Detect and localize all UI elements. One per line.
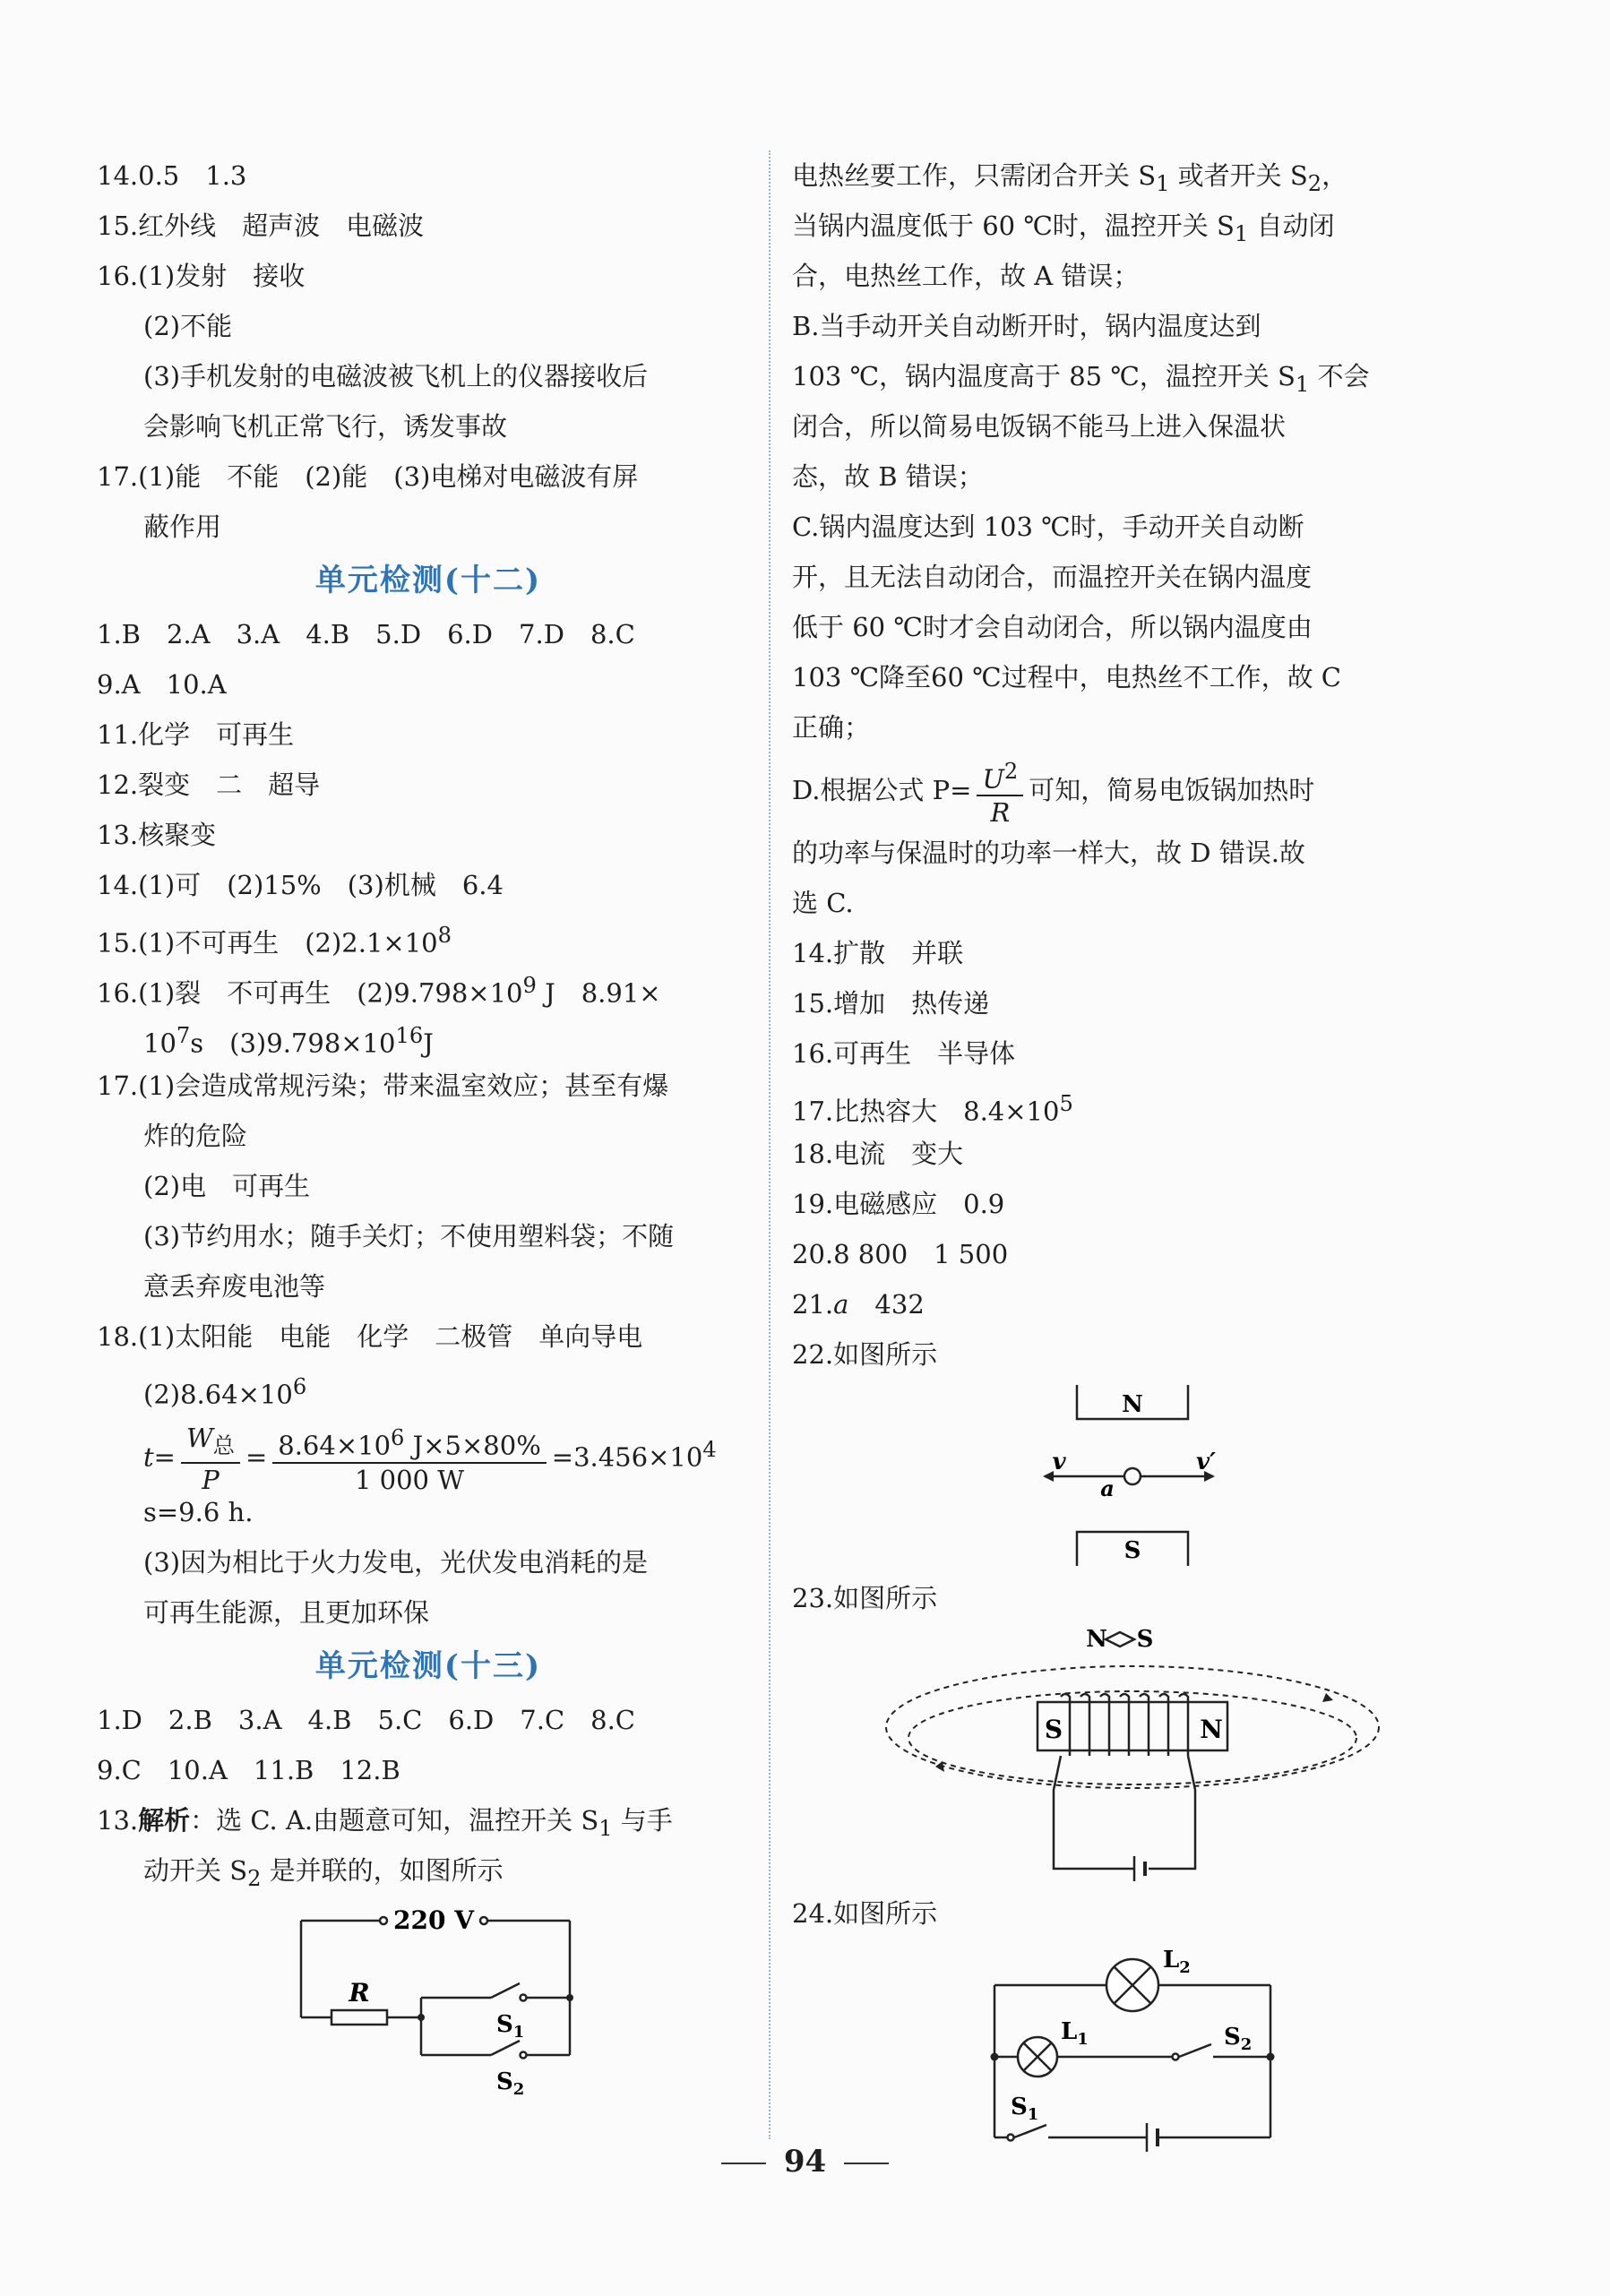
formula-var: t= [143, 1441, 176, 1473]
answer-text: 与手 [612, 1805, 673, 1836]
switch-label: $S_1$ [1011, 2094, 1039, 2124]
page-number-dash [721, 2163, 766, 2164]
formula-var: R [990, 797, 1011, 829]
magnet-motion-diagram-q22 [792, 1385, 1419, 1573]
velocity-label: v [1052, 1449, 1066, 1475]
answer-line: 炸的危险 [143, 1121, 248, 1151]
answer-line: 15.红外线 超声波 电磁波 [97, 211, 425, 241]
answer-text: 432 [848, 1289, 925, 1320]
fraction-denominator [977, 796, 1023, 829]
page-number-dash [844, 2163, 889, 2164]
answer-line: C.锅内温度达到 103 ℃时，手动开关自动断 [792, 512, 1304, 542]
answer-text: 不会 [1309, 361, 1370, 391]
formula-var: U [982, 763, 1004, 795]
answer-text: ：选 C. A.由题意可知，温控开关 S [190, 1805, 599, 1836]
page-number-text: 94 [783, 2144, 827, 2180]
answer-line: 低于 60 ℃时才会自动闭合，所以锅内温度由 [792, 612, 1313, 642]
switch-label: $S_1$ [496, 2011, 525, 2042]
subscript: 2 [1307, 170, 1322, 196]
answers-unit-12 [97, 609, 760, 1638]
answer-text: 103 ℃，锅内温度高于 85 ℃，温控开关 S [792, 361, 1296, 391]
answer-line: 1.D 2.B 3.A 4.B 5.C 6.D 7.C 8.C [97, 1705, 635, 1735]
answer-text: 自动闭 [1248, 211, 1335, 241]
subscript: 1 [1156, 170, 1170, 196]
answer-text: 17.比热容大 8.4×10 [792, 1096, 1060, 1127]
answer-line: 的功率与保温时的功率一样大，故 D 错误.故 [792, 838, 1305, 868]
exponent: 4 [702, 1437, 717, 1462]
answer-line: 14.0.5 1.3 [97, 160, 247, 191]
subscript: 1 [598, 1815, 613, 1841]
answer-line [97, 1795, 760, 1845]
exponent: 6 [391, 1425, 405, 1451]
answer-line: 12.裂变 二 超导 [97, 770, 321, 800]
circuit-diagram-q24 [792, 1944, 1419, 2168]
answer-line: 态，故 B 错误； [792, 461, 984, 492]
answer-line: (3)因为相比于火力发电，光伏发电消耗的是 [143, 1547, 649, 1578]
answer-line: 开，且无法自动闭合，而温控开关在锅内温度 [792, 562, 1313, 592]
exponent: 2 [1003, 758, 1019, 784]
work-formula [97, 1412, 760, 1496]
answer-line [97, 960, 760, 1010]
page-number [0, 2139, 1610, 2184]
fraction [977, 755, 1023, 830]
answer-line [97, 1010, 760, 1061]
answer-text: 10 [143, 1028, 176, 1059]
answer-line [792, 150, 1446, 201]
fraction [272, 1422, 547, 1496]
answer-text: 16.(1)裂 不可再生 (2)9.798×10 [97, 977, 523, 1009]
answer-text: J [423, 1028, 434, 1059]
answer-line: 16.可再生 半导体 [792, 1038, 1016, 1069]
answer-line: 会影响飞机正常飞行，诱发事故 [143, 411, 508, 442]
answers-unit-13 [97, 1695, 760, 2116]
exponent: 8 [437, 923, 452, 948]
fraction-denominator: 1 000 W [354, 1464, 465, 1495]
answer-text: D.根据公式 P= [792, 775, 972, 805]
answer-text: 可知，简易电饭锅加热时 [1029, 775, 1315, 805]
south-pole-label: S [1124, 1537, 1141, 1564]
formula-text: J×5×80% [404, 1430, 541, 1461]
switch-label: $S_2$ [496, 2068, 525, 2099]
answer-line: 合，电热丝工作，故 A 错误； [792, 261, 1140, 291]
analysis-label: 解析 [138, 1805, 191, 1836]
answer-line: 9.C 10.A 11.B 12.B [97, 1755, 400, 1785]
answer-line: B.当手动开关自动断开时，锅内温度达到 [792, 311, 1261, 341]
answer-line: 13.核聚变 [97, 820, 217, 850]
formula-text: 8.64×10 [278, 1430, 392, 1461]
answer-line: 11.化学 可再生 [97, 719, 295, 750]
subscript: 总 [212, 1433, 235, 1459]
subscript: 2 [247, 1865, 262, 1891]
answer-line: 24.如图所示 [792, 1898, 938, 1929]
voltage-label: 220 V [393, 1905, 474, 1935]
answer-line: 1.B 2.A 3.A 4.B 5.D 6.D 7.D 8.C [97, 619, 635, 649]
fraction [181, 1422, 240, 1496]
answer-text: 13. [97, 1805, 139, 1836]
answer-text: 动开关 S [143, 1855, 248, 1886]
needle-south-label: S [1136, 1629, 1154, 1653]
answer-line: 16.(1)发射 接收 [97, 261, 306, 291]
column-divider [769, 150, 771, 2139]
answer-line: 17.(1)会造成常规污染；带来温室效应；甚至有爆 [97, 1071, 669, 1101]
power-formula [792, 752, 1446, 828]
exponent: 16 [395, 1023, 424, 1048]
answer-text: 电热丝要工作，只需闭合开关 S [792, 160, 1157, 191]
coil-south-label: S [1044, 1715, 1063, 1744]
fraction-numerator [272, 1422, 547, 1464]
exponent: 7 [176, 1023, 191, 1048]
formula-text: =3.456×10 [551, 1441, 703, 1473]
answer-line: 18.电流 变大 [792, 1139, 964, 1169]
answer-line: 选 C. [792, 888, 854, 918]
answer-line: 蔽作用 [143, 512, 222, 542]
fraction-numerator [977, 755, 1023, 797]
answer-text: ， [1322, 160, 1348, 191]
section-heading-unit-12: 单元检测(十二) [314, 563, 542, 598]
answer-text: J 8.91× [536, 977, 661, 1009]
coil-north-label: N [1200, 1715, 1223, 1744]
answer-text: 15.(1)不可再生 (2)2.1×10 [97, 927, 438, 959]
answer-line [792, 351, 1446, 401]
lamp-label: $L_1$ [1061, 2018, 1089, 2049]
answer-text: 是并联的，如图所示 [261, 1855, 504, 1886]
point-label: a [1100, 1475, 1115, 1501]
answer-line [97, 1362, 760, 1412]
answer-line [97, 1845, 760, 1896]
answer-line: 19.电磁感应 0.9 [792, 1189, 1005, 1219]
subscript: 1 [1234, 220, 1249, 246]
formula-var: W [185, 1423, 213, 1454]
answer-line [97, 910, 760, 960]
formula-op: = [245, 1441, 268, 1473]
answer-line: 22.如图所示 [792, 1339, 938, 1370]
answer-line: s=9.6 h. [143, 1497, 254, 1527]
answer-line: 23.如图所示 [792, 1583, 938, 1613]
resistor-label: R [349, 1978, 370, 2008]
subscript: 1 [1295, 371, 1310, 397]
section-heading-unit-13: 单元检测(十三) [314, 1648, 542, 1684]
exponent: 6 [292, 1374, 307, 1399]
left-column [97, 150, 760, 2116]
formula-var: P [202, 1465, 220, 1496]
answer-text: s (3)9.798×10 [190, 1028, 396, 1059]
fraction-numerator [181, 1422, 240, 1464]
north-pole-label: N [1122, 1391, 1143, 1418]
answer-line [792, 201, 1446, 251]
answer-line: 9.A 10.A [97, 669, 227, 700]
right-column [792, 150, 1446, 2168]
answer-line: 可再生能源，且更加环保 [143, 1597, 430, 1628]
answer-line: 20.8 800 1 500 [792, 1239, 1009, 1269]
answer-line: 意丢弃废电池等 [143, 1271, 326, 1302]
answer-line: 正确； [792, 712, 871, 743]
answer-line: (2)电 可再生 [143, 1171, 311, 1201]
answer-line: 闭合，所以简易电饭锅不能马上进入保温状 [792, 411, 1287, 442]
answer-line: 14.(1)可 (2)15% (3)机械 6.4 [97, 870, 504, 900]
answers-top [97, 150, 760, 552]
answer-line: (2)不能 [143, 311, 233, 341]
answer-text: 或者开关 S [1169, 160, 1308, 191]
answer-text: (2)8.64×10 [143, 1379, 293, 1410]
answer-line: 14.扩散 并联 [792, 938, 964, 968]
lamp-label: $L_2$ [1163, 1947, 1191, 1977]
answer-line: 15.增加 热传递 [792, 988, 990, 1019]
solenoid-diagram-q23 [792, 1629, 1419, 1888]
answer-line: (3)节约用水；随手关灯；不使用塑料袋；不随 [143, 1221, 675, 1251]
needle-north-label: N [1086, 1629, 1107, 1653]
answer-line: 18.(1)太阳能 电能 化学 二极管 单向导电 [97, 1321, 643, 1352]
circuit-diagram-q13 [97, 1901, 724, 2116]
switch-label: $S_2$ [1224, 2024, 1253, 2054]
answer-line [792, 1279, 1446, 1329]
formula-var: a [833, 1289, 849, 1320]
answer-line: (3)手机发射的电磁波被飞机上的仪器接收后 [143, 361, 649, 391]
answer-text: 21. [792, 1289, 834, 1320]
answer-line: 17.(1)能 不能 (2)能 (3)电梯对电磁波有屏 [97, 461, 639, 492]
velocity-label: v′ [1196, 1449, 1216, 1475]
answer-line [792, 1079, 1446, 1129]
answer-line: 103 ℃降至60 ℃过程中，电热丝不工作，故 C [792, 662, 1341, 692]
exponent: 5 [1059, 1091, 1073, 1116]
answer-text: 当锅内温度低于 60 ℃时，温控开关 S [792, 211, 1235, 241]
exponent: 9 [522, 973, 537, 998]
